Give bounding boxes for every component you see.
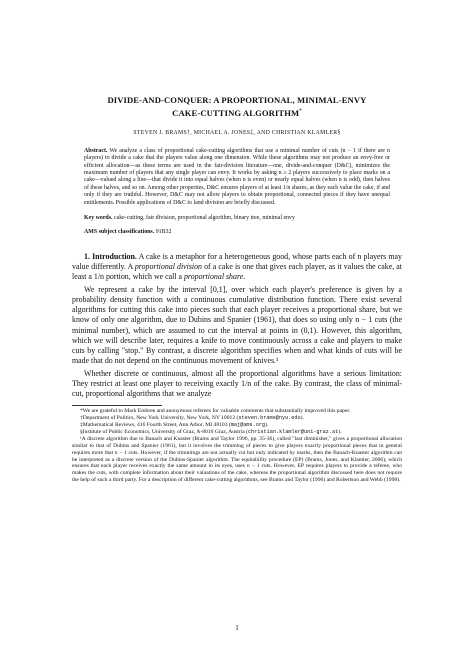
title-line-1: DIVIDE-AND-CONQUER: A PROPORTIONAL, MINIMAL-ENVY xyxy=(107,95,367,105)
footnote-author-1-end: ). xyxy=(300,415,304,422)
footnote-author-2-email: maj@ams.org xyxy=(230,422,266,429)
footnote-author-3-end: ). xyxy=(338,428,342,435)
body-text xyxy=(72,252,402,399)
ams-text: 91B32 xyxy=(155,228,172,235)
intro-p1-text-b: of a cake is one that gives each player, as it values the cake, at least a 1/n portion, which we call a xyxy=(72,262,402,282)
paper-title xyxy=(72,95,402,119)
intro-p1-text-a: A cake is a metaphor for a heterogeneous good, whose parts each of n players may value differently. A xyxy=(72,251,402,272)
footnote-author-2-end: ). xyxy=(265,422,269,429)
abstract-text: We analyze a class of proportional cake-cutting algorithms that use a minimal number of cuts (n − 1 if there are n players) to divide a cake that the players value along one dimension. While these algorithms may not produce an envy-free or efficient allocation—as these terms are used in the fair-division literature—one, divide-and-conquer (D&C), minimizes the maximum number of players that any single player can envy. It works by asking n ≥ 2 players successively to place marks on a cake—valued along a line—that divide it into equal halves (when n is even) or nearly equal halves (when n is odd), then halves of these halves, and so on. Among other properties, D&C ensures players of at least 1/n shares, as they each value the cake, if and only if they are truthful. However, D&C may not allow players to obtain proportional, connected pieces if they have unequal entitlements. Possible applications of D&C to land division are briefly discussed. xyxy=(84,147,390,206)
footnote-author-2 xyxy=(72,422,402,429)
abstract xyxy=(84,148,390,207)
abstract-label: Abstract. xyxy=(84,147,108,154)
author-list: STEVEN J. BRAMS†, MICHAEL A. JONES‡, AND CHRISTIAN KLAMLER§ xyxy=(133,129,341,136)
intro-paragraph-1 xyxy=(72,252,402,282)
section-heading-introduction: 1. Introduction. xyxy=(84,251,137,261)
keywords xyxy=(84,215,390,222)
intro-paragraph-3: Whether discrete or continuous, almost all the proportional algorithms have a serious limitation: They restrict at least one player to receiving exactly 1/n of the cake. By contrast, the class of minimal-cut, proportional algorithms that we analyze xyxy=(72,368,402,399)
footnote-divider xyxy=(72,405,162,406)
intro-p1-emphasis-2: proportional share xyxy=(183,272,244,282)
footnote-author-3-email: christian.klamler@uni-graz.at xyxy=(247,428,339,435)
keywords-label: Key words. xyxy=(84,215,113,222)
intro-paragraph-2: We represent a cake by the interval [0,1], over which each player's preference is given by a probability density function with a continuous cumulative distribution function. There exist several algorithms for cutting this cake into pieces such that each player receives a proportional share, but we know of only one algorithm, due to Dubins and Spanier (1961), that does so using only n − 1 cuts (the minimal number), which are assumed to cut the interval at points in (0,1). However, this algorithm, which we will describe later, requires a knife to move continuously across a cake and players to make cuts by calling "stop." By contrast, a discrete algorithm specifies when and what kinds of cuts will be made that do not depend on the continuous movement of knives.¹ xyxy=(72,285,402,365)
page-number: 1 xyxy=(235,624,239,632)
footnote-author-3-text: §Institute of Public Economics, University of Graz, A-8010 Graz, Austria ( xyxy=(80,428,248,435)
footnote-author-1-email: steven.brams@nyu.edu xyxy=(238,415,301,422)
title-line-2: CAKE-CUTTING ALGORITHM xyxy=(172,107,300,118)
ams-classification xyxy=(84,229,390,236)
footnote-author-1 xyxy=(72,415,402,422)
footnote-acknowledgment: *We are grateful to Mark Embree and anonymous referees for valuable comments that substantially improved this paper. xyxy=(80,408,351,415)
footnote-author-1-text: †Department of Politics, New York University, New York, NY 10012 ( xyxy=(80,415,239,422)
intro-p1-text-c: . xyxy=(243,272,246,282)
keywords-text: cake-cutting, fair division, proportional algorithm, binary tree, minimal envy xyxy=(113,215,295,222)
ams-label: AMS subject classifications. xyxy=(84,228,155,235)
footnote-author-3 xyxy=(72,429,402,436)
title-footnote-mark: * xyxy=(299,109,302,114)
footnote-author-2-text: ‡Mathematical Reviews, 416 Fourth Street, Ann Arbor, MI 48103 ( xyxy=(80,422,231,429)
intro-p1-emphasis: proportional division xyxy=(134,262,202,272)
footnote-1: ¹A discrete algorithm due to Banach and Knaster (Brams and Taylor 1996, pp. 35-36), called "last diminisher," gives a proportional allocation similar to that of Dubins and Spanier (1961), but it involves the trimming of pieces to give players exactly proportional pieces that in general requires more that n − 1 cuts. However, if the trimmings are not actually cut but only indicated by marks, then the Banach-Knaster algorithm can be interpreted as a discrete version of the Dubins-Spanier algorithm. The equitability procedure (EP) (Brams, Jones, and Klamler, 2006), which ensures that each player receives exactly the same amount in its eyes, uses n − 1 cuts. However, EP requires players to provide a referee, who makes the cuts, with complete information about their valuations of the cake, whereas the proportional algorithm discussed here does not require the help of such a third party. For a description of different cake-cutting algorithms, see Brams and Taylor (1996) and Robertson and Webb (1998). xyxy=(72,435,402,484)
footnotes xyxy=(72,408,402,484)
